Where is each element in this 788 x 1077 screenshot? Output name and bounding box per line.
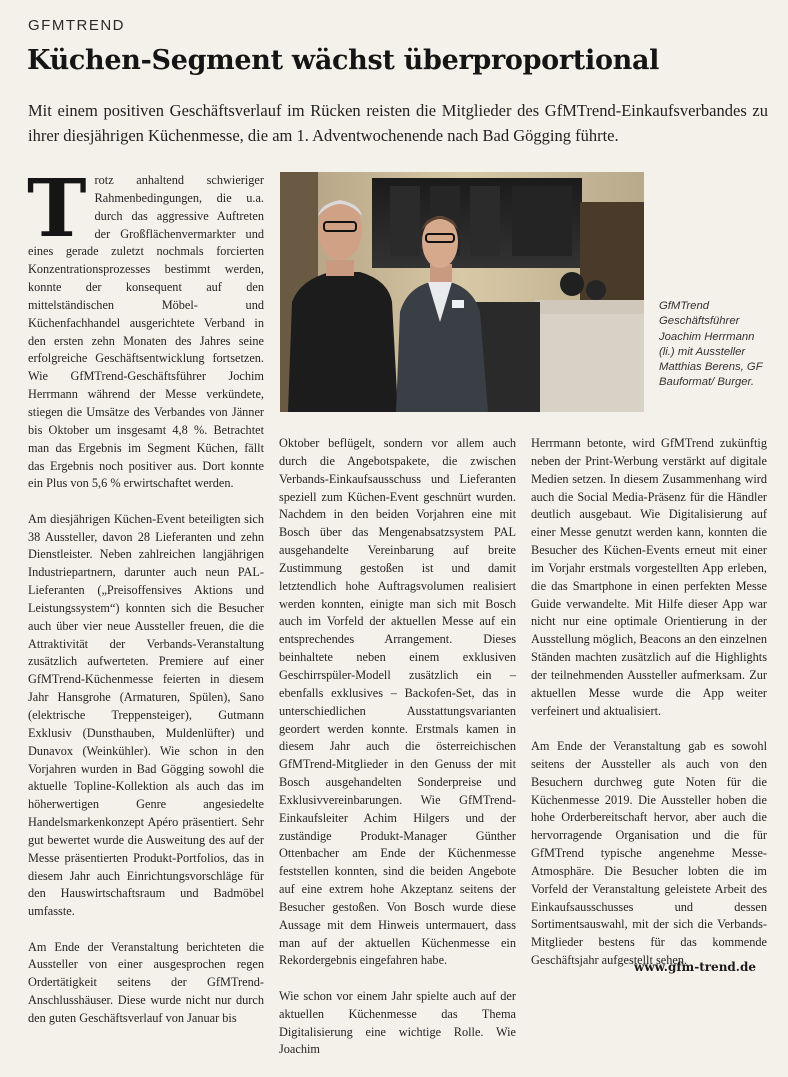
paragraph-6: Herrmann betonte, wird GfMTrend zukünftig neben der Print-Werbung verstärkt auf digitale Medien setzen. In diesem Zusammenhang wird auch die Social Media-Präsenz für die Händler deutlich ausgebaut. Wie Digitalisierung auf einer Messe genutzt werden kann, konnten die Besucher des Küchen-Events erneut mit einer im Vorjahr erstmals vorgestellten App erleben, die das Smartphone in einen perfekten Messe Guide verwandelte. Mit Hilfe dieser App war nicht nur eine optimale Orientierung in der Ausstellung möglich, Beacons an den einzelnen Ständen machten zusätzlich auf die Highlights der teilnehmenden Aussteller aufmerksam. Zur aktuellen Messe wurde die App weiter verfeinert und aktualisiert. bbox=[531, 436, 767, 718]
drop-cap: T bbox=[27, 161, 87, 255]
article-photo bbox=[280, 172, 644, 412]
section-kicker: GFMTREND bbox=[28, 17, 125, 34]
paragraph-5: Wie schon vor einem Jahr spielte auch auf der aktuellen Küchenmesse das Thema Digitalisierung eine wichtige Rolle. Wie Joachim bbox=[279, 988, 516, 1057]
article-lead: Mit einem positiven Geschäftsverlauf im Rücken reisten die Mitglieder des GfMTrend-Einkaufsverbandes zu ihrer diesjährigen Küchenmesse, die am 1. Adventwochenende nach Bad Gögging führte. bbox=[28, 101, 768, 145]
article-column-1 bbox=[27, 161, 264, 1045]
paragraph-3: Am Ende der Veranstaltung berichteten die Aussteller von einer ausgesprochen regen Ordertätigkeit seitens der GfMTrend-Anschlusshäuser. Diese wurde nicht nur durch den guten Geschäftsverlauf von Januar bis bbox=[28, 939, 264, 1025]
paragraph-2: Am diesjährigen Küchen-Event beteiligten sich 38 Aussteller, davon 28 Lieferanten und zehn Dienstleister. Neben zahlreichen langjährigen Industriepartnern, darunter auch neun PAL-Lieferanten („Preisoffensives Aktions und Leistungssystem“) konnten sich die Besucher auch über vier neue Aussteller freuen, die die Attraktivität der Verbands-Veranstaltung zusätzlich aufwerteten. Premiere auf einer GfMTrend-Küchenmesse feierten in diesem Jahr Hansgrohe (Armaturen, Spülen), Sano (elektrische Treppensteiger), Gutmann Exklusiv (Dunsthauben, Muldenlüfter) und Dunavox (Weinkühler). Wie schon in den Vorjahren wurden in Bad Gögging sowohl die aktuelle Topline-Kollektion als auch das im höherwertigen Genre angesiedelte Handelsmarkenkonzept Apéro präsentiert. Sehr gut bewertet wurde die Ausweitung des auf der Messe präsentierten Produkt-Portfolios, das in diesem Jahr auch Einrichtungsvorschläge für den Hauswirtschaftsraum und Badmöbel umfasste. bbox=[28, 511, 264, 919]
paragraph-1-text: rotz anhaltend schwieriger Rahmenbedingungen, die u.a. durch das aggressive Auftreten der Großflächenvermarkter und eines gerade zuletzt nochmals forcierten Konzentrationsprozesses bestimmt werden, konnte der konsequent auf den mittelständischen Möbel- und Küchenfachhandel ausgerichtete Verband in den ersten zehn Monaten des Jahres seine erfolgreiche Geschäftsentwicklung fortsetzen. Wie GfMTrend-Geschäftsführer Jochim Herrmann während der Messe verkündete, stiegen die Umsätze des Verbandes von Jänner bis Oktober um insgesamt 4,8 %. Betrachtet man das Ergebnis im Segment Küchen, fällt das Ergebnis noch positiver aus. Dort konnte ein Plus von 5,6 % erwirtschaftet werden. bbox=[28, 173, 264, 491]
footer-url: www.gfm-trend.de bbox=[634, 960, 757, 974]
photo-caption: GfMTrend Geschäftsführer Joachim Herrmann (li.) mit Aussteller Matthias Berens, GF Bauformat/ Burger. bbox=[659, 300, 763, 389]
article-column-3 bbox=[531, 435, 767, 987]
paragraph-1 bbox=[27, 161, 264, 493]
article-title: Küchen-Segment wächst überproportional bbox=[27, 45, 660, 76]
paragraph-7: Am Ende der Veranstaltung gab es sowohl seitens der Aussteller als auch von den Besuchern durchweg gute Noten für die Küchenmesse 2019. Die Aussteller hoben die hohe Orderbereitschaft hervor, aber auch die hervorragende Organisation und die für GfMTrend typische angenehme Messe-Atmosphäre. Die Besucher lobten die im Vorfeld der Veranstaltung geleistete Arbeit des Einkaufsausschusses und dessen Sortimentsauswahl, mit der sich die Verbands-Mitglieder bestens für das kommende Geschäftsjahr aufgestellt sehen. bbox=[531, 739, 767, 968]
paragraph-4: Oktober beflügelt, sondern vor allem auch durch die Angebotspakete, die zwischen Verbands-Einkaufsausschuss und Lieferanten speziell zum Küchen-Event geschnürt wurden. Nachdem in den beiden Vorjahren eine mit Bosch über das Mengenabsatzsystem PAL ausgehandelte Vereinbarung auf breite Zustimmung gestoßen ist und damit letztendlich hohe Auftragsvolumen realisiert werden konnten, einigte man sich mit Bosch auch im Vorfeld der aktuellen Messe auf ein entsprechendes Arrangement. Dieses beinhaltete neben einem exklusiven Geschirrspüler-Modell zusätzlich ein – ebenfalls exklusives – Backofen-Set, das in unterschiedlichen Ausstattungsvarianten geordert werden konnte. Erstmals kamen in diesem Jahr auch die österreichischen GfMTrend-Mitglieder in den Genuss der mit Bosch ausgehandelten Sonderpreise und Exklusivvereinbarungen. Wie GfMTrend-Einkaufsleiter Achim Hilgers und der zuständige Produkt-Manager Günther Ottenbacher am Ende der Küchenmesse feststellen konnten, sind die beiden Angebote auf eine extrem hohe Akzeptanz seitens der Besucher gestoßen. Von Bosch wurde diese Aussage mit dem Hinweis untermauert, dass man auf der aktuellen Küchenmesse ein Rekordergebnis eingefahren habe. bbox=[279, 436, 516, 968]
article-column-2 bbox=[279, 435, 516, 1077]
